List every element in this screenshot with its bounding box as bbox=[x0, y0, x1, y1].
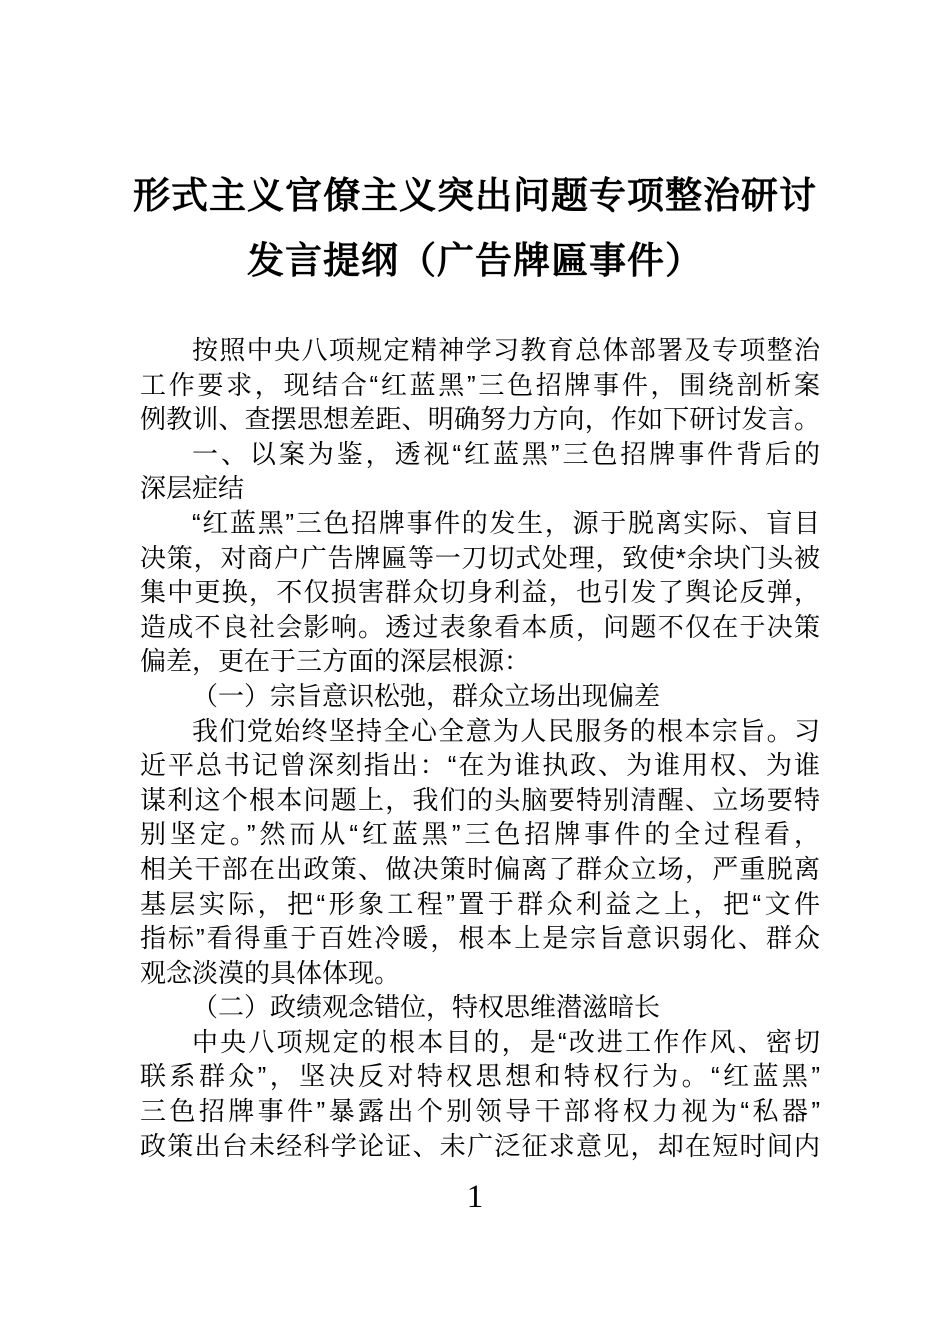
body-line: 联系群众”，坚决反对特权思想和特权行为。“红蓝黑” bbox=[140, 1061, 820, 1092]
body-line: 近平总书记曾深刻指出：“在为谁执政、为谁用权、为谁 bbox=[140, 750, 820, 781]
section-heading-line: 深层症结 bbox=[140, 473, 245, 504]
body-line: 三色招牌事件”暴露出个别领导干部将权力视为“私器” bbox=[140, 1096, 820, 1127]
body-line: 造成不良社会影响。透过表象看本质，问题不仅在于决策 bbox=[140, 611, 820, 642]
body-line: 观念淡漠的具体体现。 bbox=[140, 957, 401, 988]
body-line: 我们党始终坚持全心全意为人民服务的根本宗旨。习 bbox=[192, 715, 820, 746]
body-line: 集中更换，不仅损害群众切身利益，也引发了舆论反弹， bbox=[140, 577, 820, 608]
sub-heading-line: （一）宗旨意识松弛，群众立场出现偏差 bbox=[192, 680, 661, 711]
document-body bbox=[140, 333, 820, 1163]
body-line: 谋利这个根本问题上，我们的头脑要特别清醒、立场要特 bbox=[140, 784, 820, 815]
body-line: 别坚定。”然而从“红蓝黑”三色招牌事件的全过程看， bbox=[140, 819, 820, 850]
body-line: 政策出台未经科学论证、未广泛征求意见，却在短时间内 bbox=[140, 1130, 820, 1161]
body-line: “红蓝黑”三色招牌事件的发生，源于脱离实际、盲目 bbox=[192, 507, 820, 538]
body-line: 工作要求，现结合“红蓝黑”三色招牌事件，围绕剖析案 bbox=[140, 369, 820, 400]
body-line: 决策，对商户广告牌匾等一刀切式处理，致使*余块门头被 bbox=[140, 542, 820, 573]
document-title bbox=[0, 163, 950, 293]
sub-heading-line: （二）政绩观念错位，特权思维潜滋暗长 bbox=[192, 992, 661, 1023]
section-heading-line: 一、以案为鉴，透视“红蓝黑”三色招牌事件背后的 bbox=[192, 438, 820, 469]
title-line-1: 形式主义官僚主义突出问题专项整治研讨 bbox=[133, 175, 817, 216]
page-number: 1 bbox=[466, 1179, 484, 1215]
body-line: 例教训、查摆思想差距、明确努力方向，作如下研讨发言。 bbox=[140, 404, 820, 435]
body-line: 偏差，更在于三方面的深层根源： bbox=[140, 646, 531, 677]
body-line: 相关干部在出政策、做决策时偏离了群众立场，严重脱离 bbox=[140, 853, 820, 884]
body-line: 中央八项规定的根本目的，是“改进工作作风、密切 bbox=[192, 1026, 820, 1057]
body-line: 按照中央八项规定精神学习教育总体部署及专项整治 bbox=[192, 335, 820, 365]
body-line: 指标”看得重于百姓冷暖，根本上是宗旨意识弱化、群众 bbox=[140, 923, 820, 954]
body-line: 基层实际，把“形象工程”置于群众利益之上，把“文件 bbox=[140, 888, 820, 919]
title-line-2: 发言提纲（广告牌匾事件） bbox=[247, 240, 703, 281]
